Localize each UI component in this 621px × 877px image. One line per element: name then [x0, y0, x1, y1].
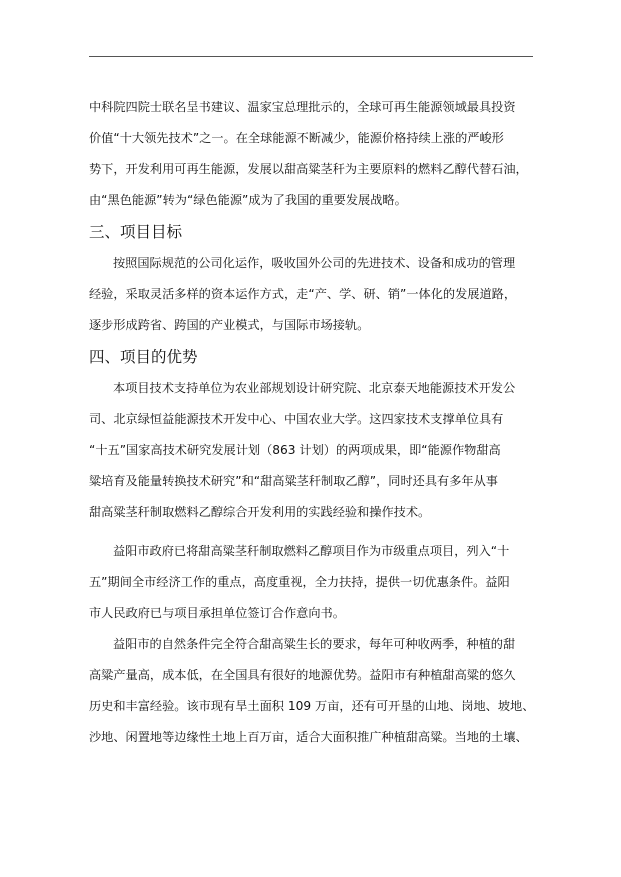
header-rule	[89, 56, 533, 57]
text-line: 历史和丰富经验。该市现有旱土面积 109 万亩，还有可开垦的山地、岗地、坡地、	[89, 699, 535, 713]
advantages-paragraph-3	[89, 629, 535, 753]
text-line: 由“黑色能源”转为“绿色能源”成为了我国的重要发展战略。	[89, 193, 407, 207]
text-line: 司、北京绿恒益能源技术开发中心、中国农业大学。这四家技术支撑单位具有	[89, 412, 504, 426]
document-body	[89, 92, 535, 753]
text-line: 益阳市政府已将甜高粱茎秆制取燃料乙醇项目作为市级重点项目，列入“十	[113, 544, 510, 558]
intro-paragraph	[89, 92, 535, 216]
text-line: 粱培育及能量转换技术研究”和“甜高粱茎秆制取乙醇”，同时还具有多年从事	[89, 474, 498, 488]
text-line: 益阳市的自然条件完全符合甜高粱生长的要求，每年可种收两季，种植的甜	[113, 637, 516, 651]
text-line: “十五”国家高技术研究发展计划（863 计划）的两项成果，即“能源作物甜高	[89, 443, 501, 457]
text-line: 高粱产量高，成本低，在全国具有很好的地源优势。益阳市有种植甜高粱的悠久	[89, 668, 516, 682]
text-line: 沙地、闲置地等边缘性土地上百万亩，适合大面积推广种植甜高粱。当地的土壤、	[89, 730, 528, 744]
section-heading-goals: 三、项目目标	[89, 223, 183, 241]
text-line: 势下，开发利用可再生能源，发展以甜高粱茎秆为主要原料的燃料乙醇代替石油，	[89, 162, 528, 176]
text-line: 本项目技术支持单位为农业部规划设计研究院、北京泰天地能源技术开发公	[113, 381, 516, 395]
text-line: 中科院四院士联名呈书建议、温家宝总理批示的，全球可再生能源领域最具投资	[89, 100, 516, 114]
advantages-paragraph-1	[89, 373, 535, 528]
advantages-paragraph-2	[89, 536, 535, 629]
section-heading-advantages: 四、项目的优势	[89, 348, 198, 366]
text-line: 甜高粱茎秆制取燃料乙醇综合开发利用的实践经验和操作技术。	[89, 505, 431, 519]
text-line: 逐步形成跨省、跨国的产业模式，与国际市场接轨。	[89, 318, 370, 332]
goals-paragraph	[89, 248, 535, 341]
text-line: 五”期间全市经济工作的重点，高度重视，全力扶持，提供一切优惠条件。益阳	[89, 575, 510, 589]
text-line: 按照国际规范的公司化运作，吸收国外公司的先进技术、设备和成功的管理	[113, 256, 516, 270]
text-line: 价值“十大领先技术”之一。在全球能源不断减少，能源价格持续上涨的严峻形	[89, 131, 504, 145]
text-line: 市人民政府已与项目承担单位签订合作意向书。	[89, 606, 345, 620]
text-line: 经验，采取灵活多样的资本运作方式，走“产、学、研、销”一体化的发展道路，	[89, 287, 517, 301]
